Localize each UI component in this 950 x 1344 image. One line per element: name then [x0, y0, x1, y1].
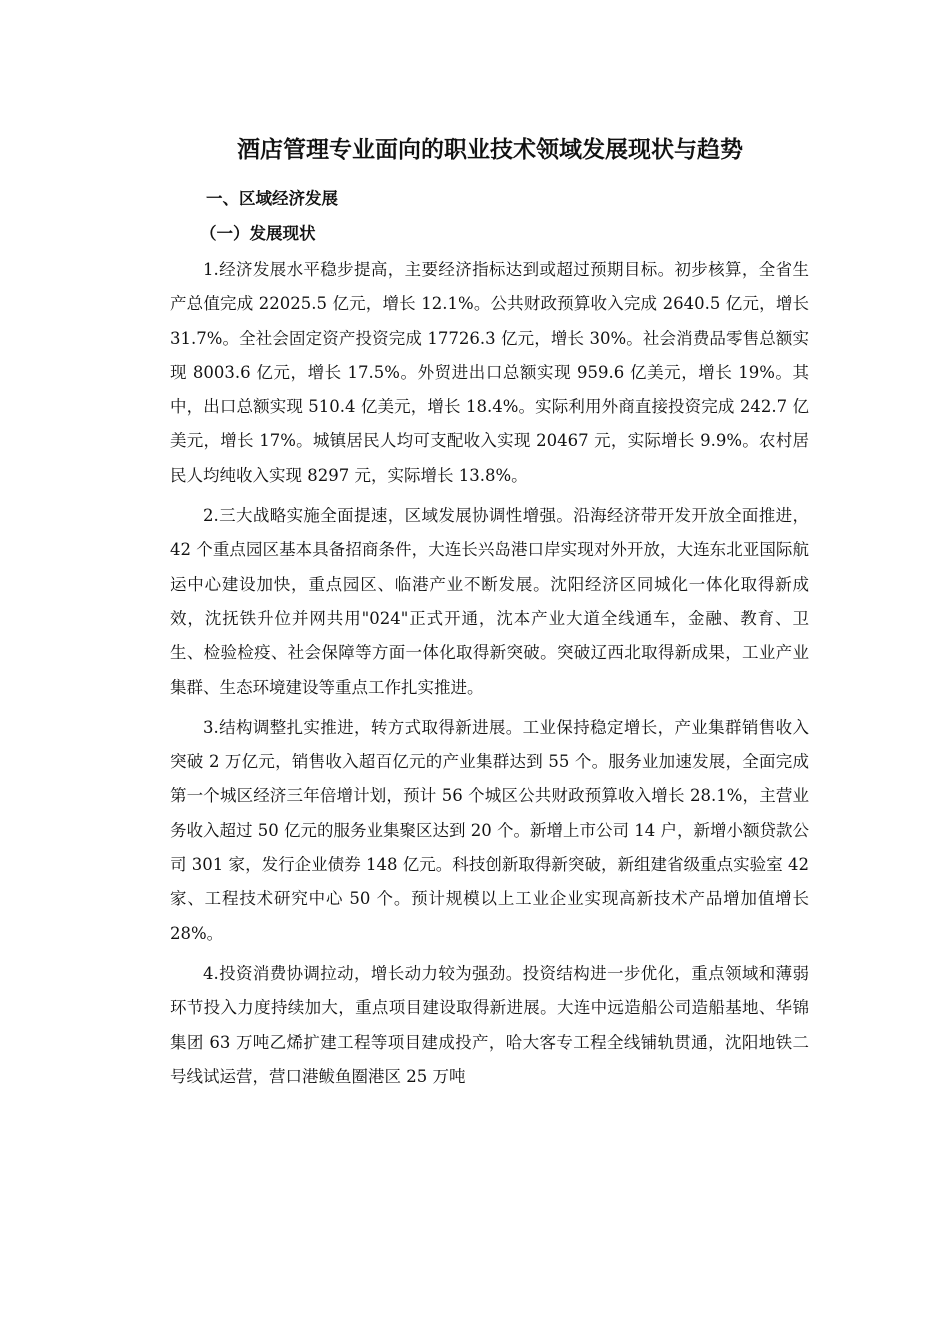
document-title: 酒店管理专业面向的职业技术领域发展现状与趋势	[237, 136, 743, 163]
paragraph-2: 2.三大战略实施全面提速，区域发展协调性增强。沿海经济带开发开放全面推进，42 个重点园区基本具备招商条件，大连长兴岛港口岸实现对外开放，大连东北亚国际航运中心建设加快，重点园区、临港产业不断发展。沈阳经济区同城化一体化取得新成效，沈抚铁升位并网共用"024"正式开通，沈本产业大道全线通车，金融、教育、卫生、检验检疫、社会保障等方面一体化取得新突破。突破辽西北取得新成果，工业产业集群、生态环境建设等重点工作扎实推进。	[170, 506, 809, 697]
paragraph-3: 3.结构调整扎实推进，转方式取得新进展。工业保持稳定增长，产业集群销售收入突破 2 万亿元，销售收入超百亿元的产业集群达到 55 个。服务业加速发展，全面完成第一个城区经济三年倍增计划，预计 56 个城区公共财政预算收入增长 28.1%，主营业务收入超过 50 亿元的服务业集聚区达到 20 个。新增上市公司 14 户，新增小额贷款公司 301 家，发行企业债券 148 亿元。科技创新取得新突破，新组建省级重点实验室 42 家、工程技术研究中心 50 个。预计规模以上工业企业实现高新技术产品增加值增长 28%。	[170, 717, 809, 943]
subsection-heading: （一）发展现状	[200, 224, 316, 243]
section-heading: 一、区域经济发展	[206, 189, 338, 208]
paragraph-4: 4.投资消费协调拉动，增长动力较为强劲。投资结构进一步优化，重点领域和薄弱环节投入力度持续加大，重点项目建设取得新进展。大连中远造船公司造船基地、华锦集团 63 万吨乙烯扩建工程等项目建成投产，哈大客专工程全线铺轨贯通，沈阳地铁二号线试运营，营口港鲅鱼圈港区 25 万吨	[170, 963, 809, 1086]
body-text	[170, 253, 809, 1094]
paragraph-1: 1.经济发展水平稳步提高，主要经济指标达到或超过预期目标。初步核算，全省生产总值完成 22025.5 亿元，增长 12.1%。公共财政预算收入完成 2640.5 亿元，增长 31.7%。全社会固定资产投资完成 17726.3 亿元，增长 30%。社会消费品零售总额实现 8003.6 亿元，增长 17.5%。外贸进出口总额实现 959.6 亿美元，增长 19%。其中，出口总额实现 510.4 亿美元，增长 18.4%。实际利用外商直接投资完成 242.7 亿美元，增长 17%。城镇居民人均可支配收入实现 20467 元，实际增长 9.9%。农村居民人均纯收入实现 8297 元，实际增长 13.8%。	[170, 260, 809, 485]
